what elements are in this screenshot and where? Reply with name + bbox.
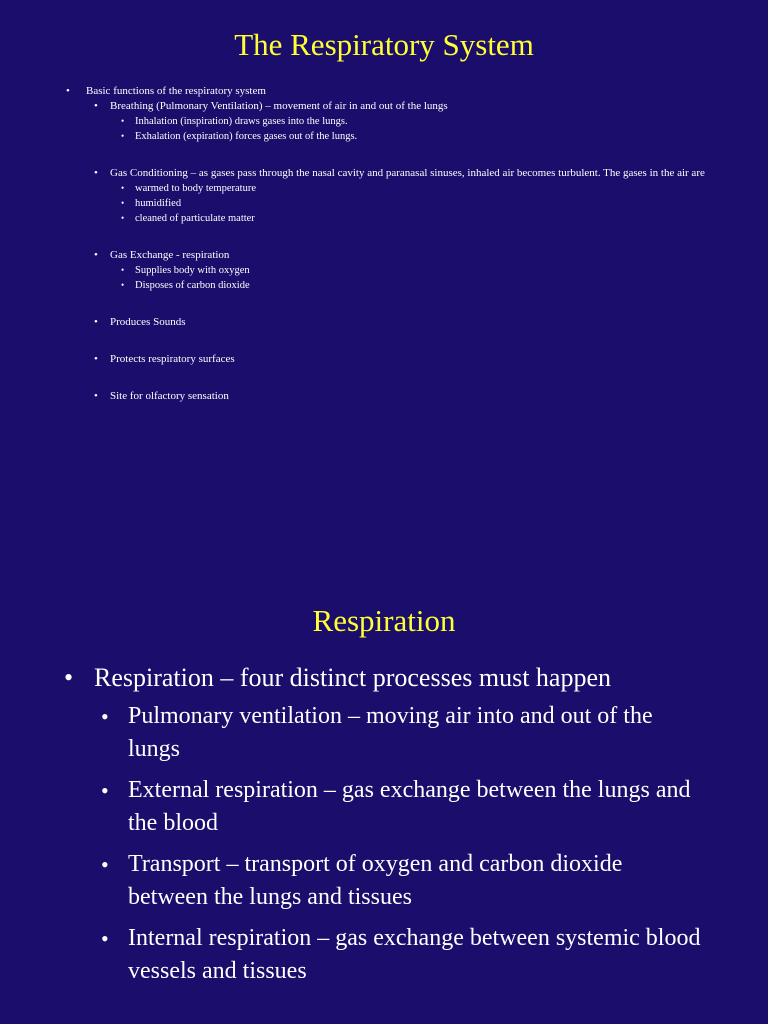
list-item-text: Gas Conditioning – as gases pass through the nasal cavity and paranasal sinuses, inhaled air becomes turbulent. The gases in the air are	[110, 167, 705, 179]
list-item-text: Breathing (Pulmonary Ventilation) – movement of air in and out of the lungs	[110, 100, 448, 112]
list-item	[0, 352, 768, 367]
list-item	[0, 181, 768, 196]
bullet-icon: •	[94, 100, 98, 112]
list-item-text: Protects respiratory surfaces	[110, 353, 235, 365]
list-item-text: Basic functions of the respiratory system	[86, 85, 266, 97]
bullet-icon: •	[94, 249, 98, 261]
bullet-icon: •	[94, 167, 98, 179]
list-item-text: Site for olfactory sensation	[110, 390, 229, 402]
list-item	[0, 315, 768, 330]
list-item	[0, 922, 768, 988]
list-item	[0, 263, 768, 278]
list-item	[0, 700, 768, 766]
list-item	[0, 211, 768, 226]
list-item-text: Inhalation (inspiration) draws gases into the lungs.	[135, 116, 348, 127]
list-item-text: External respiration – gas exchange between the lungs and the blood	[128, 777, 691, 836]
bullet-icon: •	[121, 280, 125, 290]
bullet-icon: •	[94, 390, 98, 402]
bullet-icon: •	[121, 183, 125, 193]
list-item-text: Transport – transport of oxygen and carbon dioxide between the lungs and tissues	[128, 851, 623, 910]
spacer	[0, 226, 768, 248]
bullet-icon: •	[121, 198, 125, 208]
bullet-icon: •	[121, 131, 125, 141]
bullet-icon: •	[94, 316, 98, 328]
list-item	[0, 278, 768, 293]
list-item-text: Produces Sounds	[110, 316, 186, 328]
bullet-icon: •	[101, 852, 109, 877]
spacer	[0, 330, 768, 352]
bullet-icon: •	[101, 926, 109, 951]
list-item	[0, 389, 768, 404]
list-item-text: Supplies body with oxygen	[135, 265, 250, 276]
list-item-text: humidified	[135, 198, 182, 209]
list-item-text: cleaned of particulate matter	[135, 213, 255, 224]
list-item	[0, 774, 768, 840]
list-item	[0, 196, 768, 211]
bullet-icon: •	[64, 663, 74, 692]
list-item	[0, 166, 768, 181]
list-item	[0, 129, 768, 144]
bullet-icon: •	[121, 213, 125, 223]
spacer	[0, 144, 768, 166]
slide-respiration	[0, 512, 768, 1024]
spacer	[0, 293, 768, 315]
slide-title: Respiration	[312, 603, 456, 638]
sub-list	[0, 99, 768, 404]
list-item-text: Internal respiration – gas exchange between systemic blood vessels and tissues	[128, 925, 701, 984]
spacer	[0, 367, 768, 389]
list-item-text: Disposes of carbon dioxide	[135, 280, 250, 291]
bullet-icon: •	[94, 353, 98, 365]
bullet-icon: •	[121, 265, 125, 275]
list-item	[0, 99, 768, 114]
list-item-text: Respiration – four distinct processes must happen	[94, 663, 612, 692]
list-item-text: Exhalation (expiration) forces gases out of the lungs.	[135, 131, 358, 142]
list-item-text: Gas Exchange - respiration	[110, 249, 230, 261]
list-item	[0, 248, 768, 263]
slide-title: The Respiratory System	[234, 27, 534, 62]
bullet-icon: •	[101, 704, 109, 729]
list-item	[0, 848, 768, 914]
bullet-icon: •	[101, 778, 109, 803]
list-item-text: Pulmonary ventilation – moving air into and out of the lungs	[128, 703, 653, 762]
bullet-list	[0, 84, 768, 404]
list-item	[0, 114, 768, 129]
bullet-icon: •	[66, 85, 70, 97]
list-item	[0, 662, 768, 694]
list-item	[0, 84, 768, 99]
bullet-list	[0, 662, 768, 996]
sub-list	[0, 700, 768, 988]
bullet-icon: •	[121, 116, 125, 126]
list-item-text: warmed to body temperature	[135, 183, 256, 194]
